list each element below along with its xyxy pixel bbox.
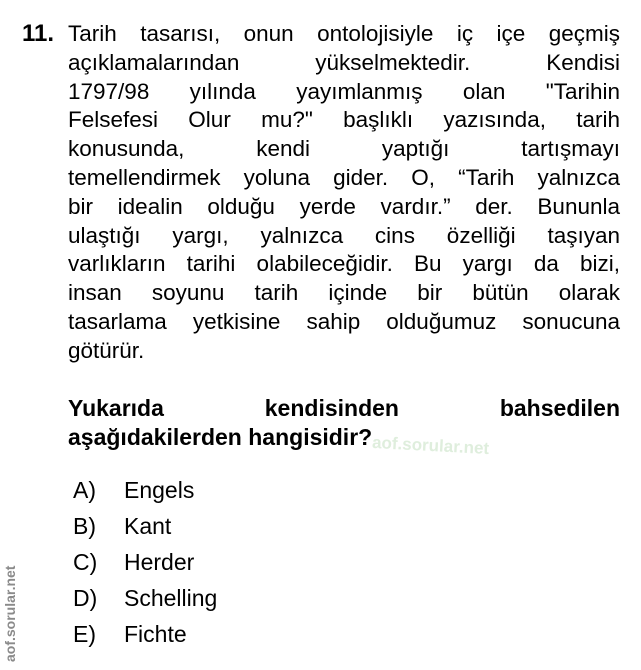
option-letter: B) — [73, 513, 96, 539]
option-letter: C) — [73, 549, 98, 575]
text-line: konusunda, kendi yaptığı tartışmayı — [68, 136, 620, 162]
side-watermark: aof.sorular.net — [2, 565, 18, 662]
text-line: insan soyunu tarih içinde bir bütün olarak — [68, 280, 620, 306]
text-line: 1797/98 yılında yayımlanmış olan "Tarihin — [68, 78, 620, 104]
option-e[interactable] — [73, 618, 217, 654]
prompt-line: aşağıdakilerden hangisidir? — [68, 424, 373, 450]
question-number: 11. — [22, 20, 55, 47]
option-letter: D) — [73, 585, 98, 611]
option-text: Engels — [124, 477, 195, 503]
text-line: götürür. — [68, 337, 145, 363]
option-c[interactable] — [73, 546, 217, 582]
option-b[interactable] — [73, 510, 217, 546]
option-d[interactable] — [73, 582, 217, 618]
question-prompt — [68, 394, 620, 452]
answer-options — [73, 474, 217, 654]
option-a[interactable] — [73, 474, 217, 510]
watermark: aof.sorular.net — [371, 432, 490, 459]
text-line: bir idealin olduğu yerde vardır.” der. Bununla — [68, 193, 620, 219]
text-line: açıklamalarından yükselmektedir. Kendisi — [68, 49, 620, 75]
option-text: Schelling — [124, 585, 218, 611]
option-text: Kant — [124, 513, 172, 539]
option-letter: E) — [73, 621, 96, 647]
option-text: Fichte — [124, 621, 187, 647]
prompt-line: Yukarıda kendisinden bahsedilen — [68, 395, 620, 421]
question-text — [68, 20, 620, 366]
option-text: Herder — [124, 549, 195, 575]
text-line: ulaştığı yargı, yalnızca cins özelliği taşıyan — [68, 222, 620, 248]
text-line: varlıkların tarihi olabileceğidir. Bu yargı da bizi, — [68, 251, 620, 277]
text-line: Tarih tasarısı, onun ontolojisiyle iç içe geçmiş — [68, 21, 620, 46]
text-line: tasarlama yetkisine sahip olduğumuz sonucuna — [68, 308, 620, 334]
text-line: temellendirmek yoluna gider. O, “Tarih yalnızca — [68, 164, 620, 190]
text-line: Felsefesi Olur mu?" başlıklı yazısında, tarih — [68, 107, 620, 133]
option-letter: A) — [73, 477, 96, 503]
